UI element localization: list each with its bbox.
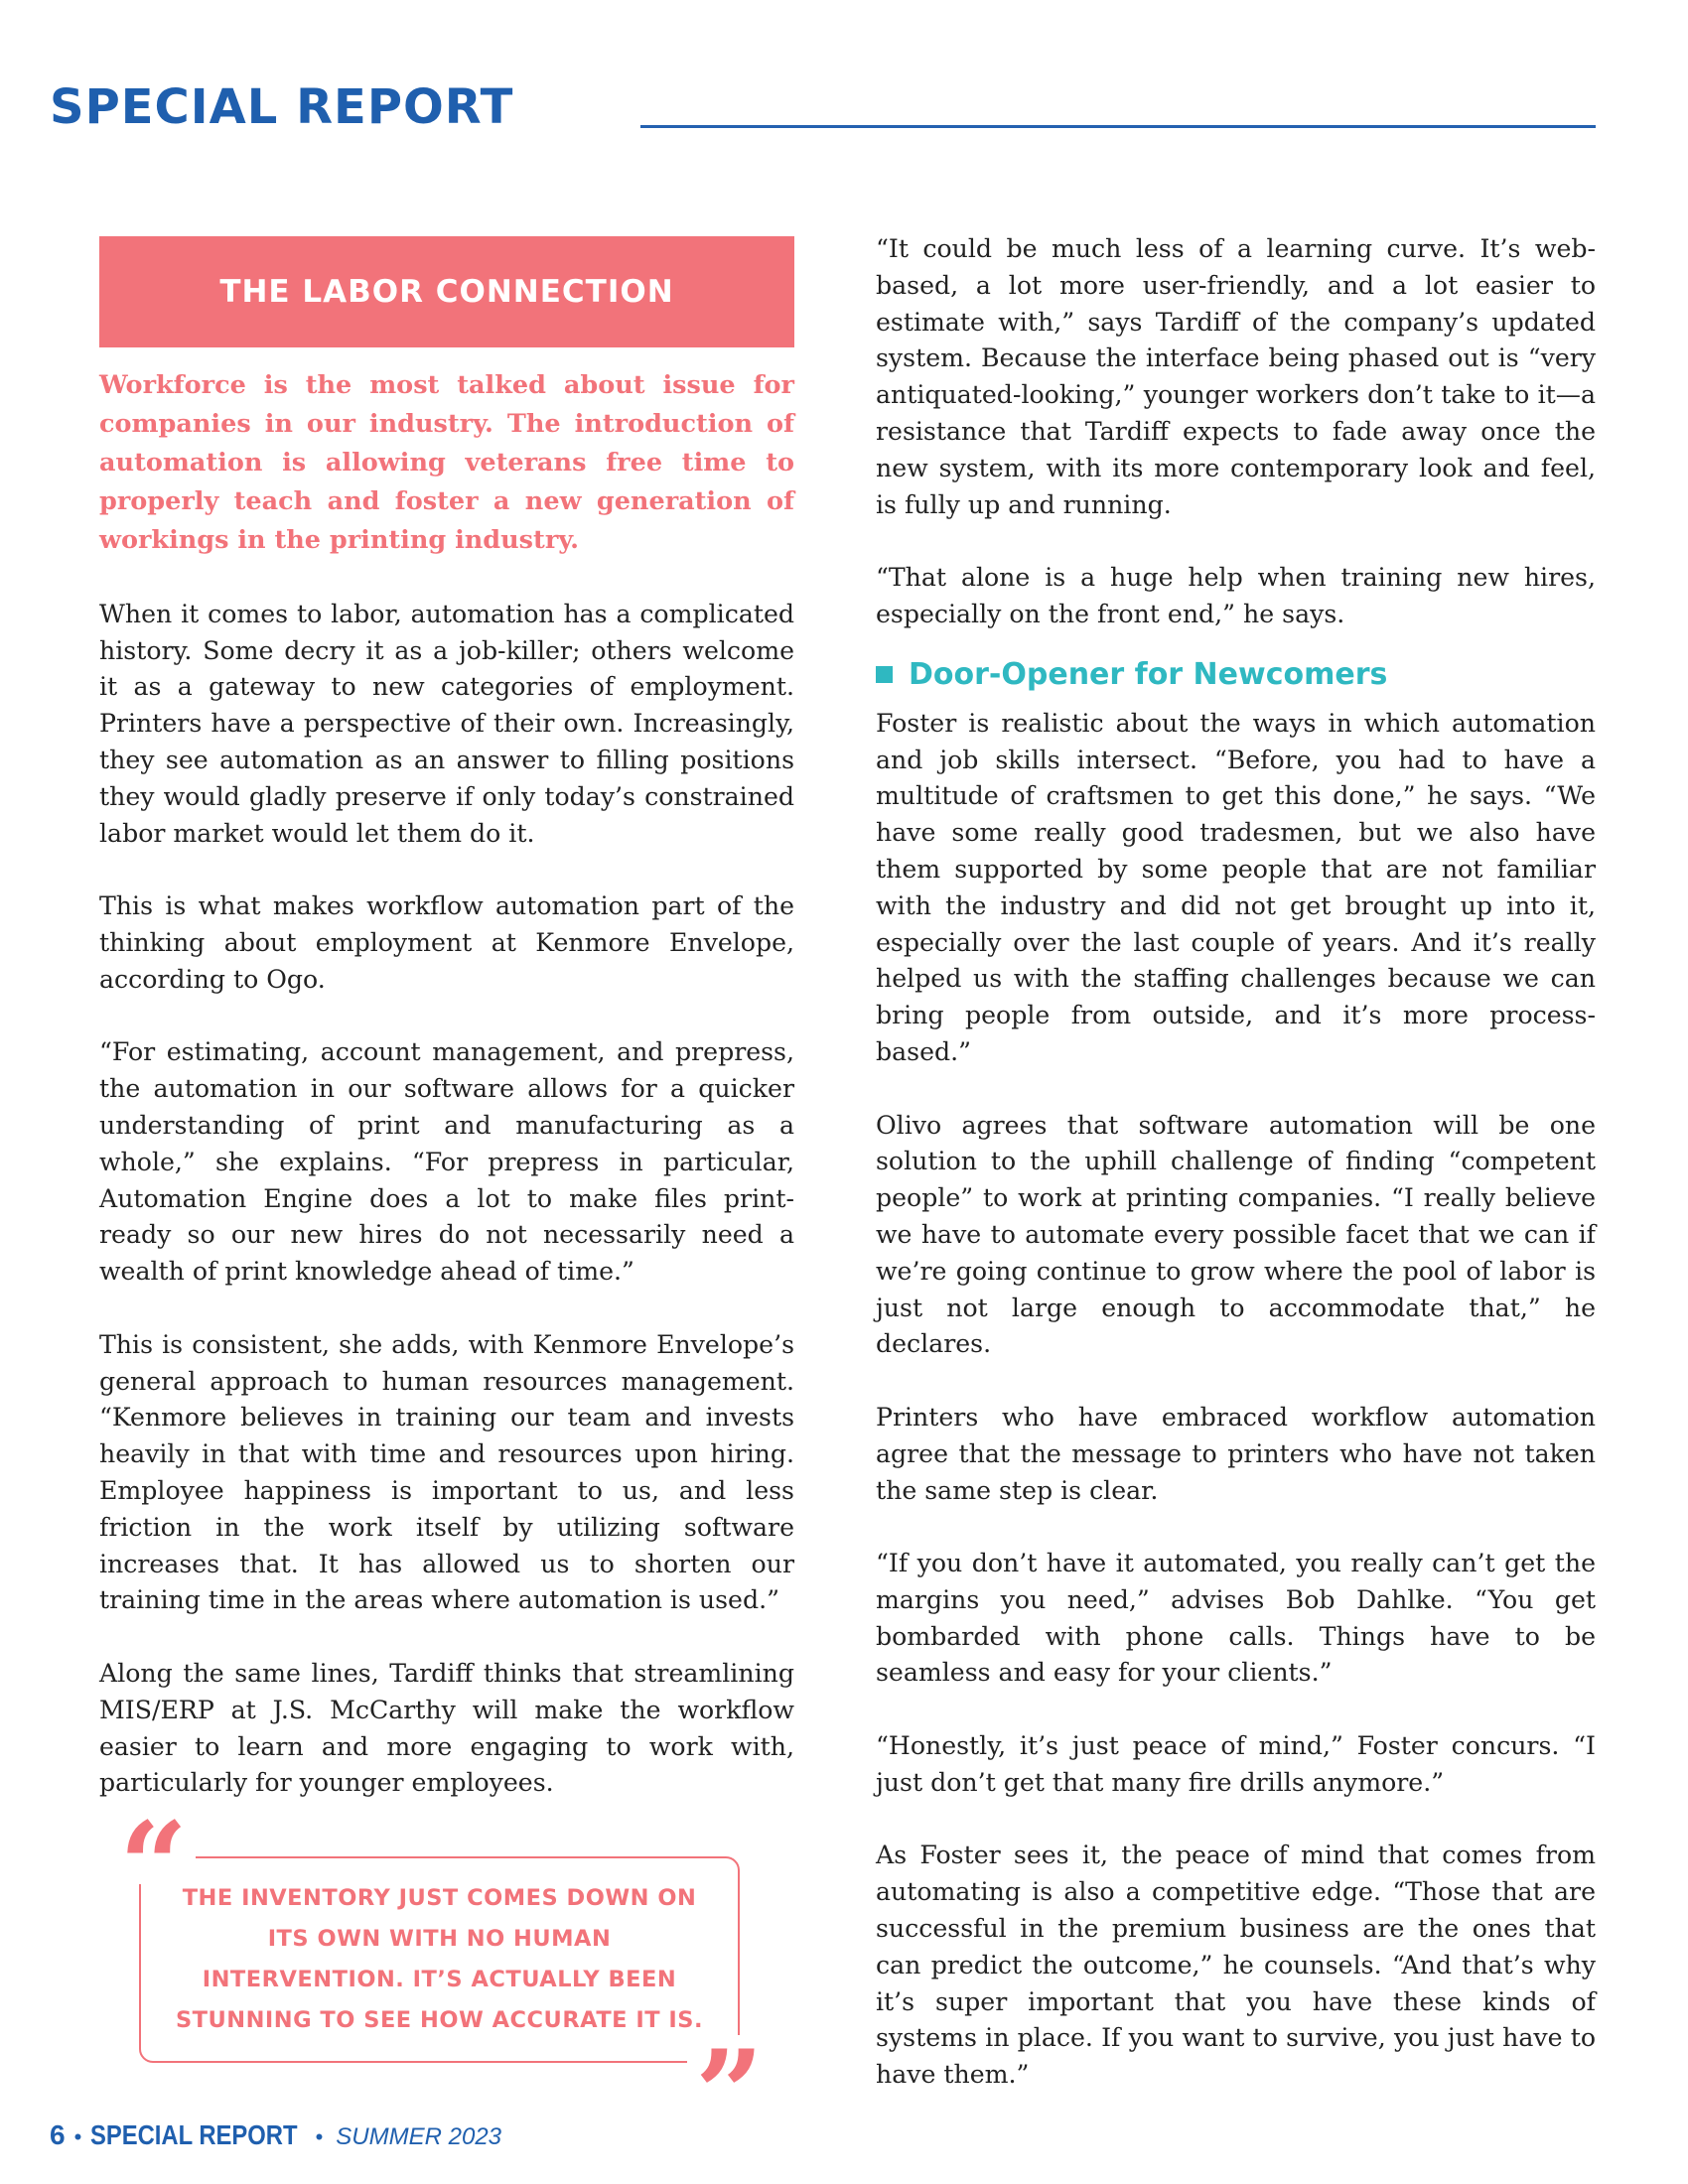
- body-paragraph: As Foster sees it, the peace of mind that comes from automating is also a competitive edge. “Those that are successful in the premium business are the ones that can predict the outcome,” he counsels. “And that’s why it’s super important that you have these kinds of systems in place. If you want to survive, you just have to have them.”: [876, 1841, 1596, 2090]
- page-header-title: SPECIAL REPORT: [50, 79, 514, 135]
- page-footer: [50, 2119, 501, 2151]
- footer-bullet-icon: •: [315, 2124, 324, 2149]
- subhead-text: Door-Opener for Newcomers: [909, 656, 1388, 692]
- footer-bullet-icon: •: [73, 2124, 82, 2149]
- body-paragraph: This is consistent, she adds, with Kenmore Envelope’s general approach to human resources management. “Kenmore believes in training our team and invests heavily in that with time and resources upon hiring. Employee happiness is important to us, and less friction in the work itself by utilizing software increases that. It has allowed us to shorten our training time in the areas where automation is used.”: [99, 1329, 794, 1615]
- sidebar-lead: Workforce is the most talked about issue for companies in our industry. The introduction of automation is allowing veterans free time to properly teach and foster a new generation of workings in the printing industry.: [99, 370, 794, 555]
- close-quote-icon: ”: [687, 2035, 772, 2116]
- right-column: [876, 231, 1596, 2130]
- body-paragraph: When it comes to labor, automation has a complicated history. Some decry it as a job-killer; others welcome it as a gateway to new categories of employment. Printers have a perspective of their own. Increasingly, they see automation as an answer to filling positions they would gladly preserve if only today’s constrained labor market would let them do it.: [99, 599, 794, 848]
- footer-issue: SUMMER 2023: [336, 2123, 502, 2150]
- body-paragraph: This is what makes workflow automation part of the thinking about employment at Kenmore Envelope, according to Ogo.: [99, 891, 794, 994]
- header-rule: [640, 125, 1596, 128]
- section-subhead: [876, 655, 1596, 695]
- body-paragraph: Printers who have embraced workflow automation agree that the message to printers who have not taken the same step is clear.: [876, 1402, 1596, 1505]
- footer-publication: SPECIAL REPORT: [90, 2119, 298, 2150]
- body-paragraph: Along the same lines, Tardiff thinks that streamlining MIS/ERP at J.S. McCarthy will make the workflow easier to learn and more engaging to work with, particularly for younger employees.: [99, 1658, 794, 1798]
- body-paragraph: “For estimating, account management, and prepress, the automation in our software allows for a quicker understanding of print and manufacturing as a whole,” she explains. “For prepress in particular, Automation Engine does a lot to make files print-ready so our new hires do not necessarily need a wealth of print knowledge ahead of time.”: [99, 1037, 794, 1287]
- sidebar-title-box: [99, 236, 794, 347]
- body-paragraph: “That alone is a huge help when training new hires, especially on the front end,” he says.: [876, 563, 1596, 628]
- pull-quote-box: [139, 1856, 740, 2063]
- open-quote-icon: “: [111, 1807, 196, 1884]
- footer-page-number: 6: [50, 2119, 66, 2150]
- body-paragraph: Olivo agrees that software automation will be one solution to the uphill challenge of finding “competent people” to work at printing companies. “I really believe we have to automate every possible facet that we can if we’re going continue to grow where the pool of labor is just not large enough to accommodate that,” he declares.: [876, 1110, 1596, 1359]
- left-column: [99, 366, 794, 1839]
- sidebar-title: THE LABOR CONNECTION: [219, 274, 674, 310]
- pull-quote-text: THE INVENTORY JUST COMES DOWN ON ITS OWN WITH NO HUMAN INTERVENTION. IT’S ACTUALLY BEEN STUNNING TO SEE HOW ACCURATE IT IS.: [175, 1885, 704, 2033]
- body-paragraph: Foster is realistic about the ways in which automation and job skills intersect. “Before, you had to have a multitude of craftsmen to get this done,” he says. “We have some really good tradesmen, but we also have them supported by some people that are not familiar with the industry and did not get brought up into it, especially over the last couple of years. And it’s really helped us with the staffing challenges because we can bring people from outside, and it’s more process-based.”: [876, 708, 1596, 1066]
- body-paragraph: “If you don’t have it automated, you really can’t get the margins you need,” advises Bob Dahlke. “You get bombarded with phone calls. Things have to be seamless and easy for your clients.”: [876, 1549, 1596, 1688]
- body-paragraph: “Honestly, it’s just peace of mind,” Foster concurs. “I just don’t get that many fire drills anymore.”: [876, 1731, 1596, 1797]
- body-paragraph: “It could be much less of a learning curve. It’s web-based, a lot more user-friendly, and a lot easier to estimate with,” says Tardiff of the company’s updated system. Because the interface being phased out is “very antiquated-looking,” younger workers don’t take to it—a resistance that Tardiff expects to fade away once the new system, with its more contemporary look and feel, is fully up and running.: [876, 234, 1596, 519]
- subhead-bullet-icon: [876, 666, 893, 683]
